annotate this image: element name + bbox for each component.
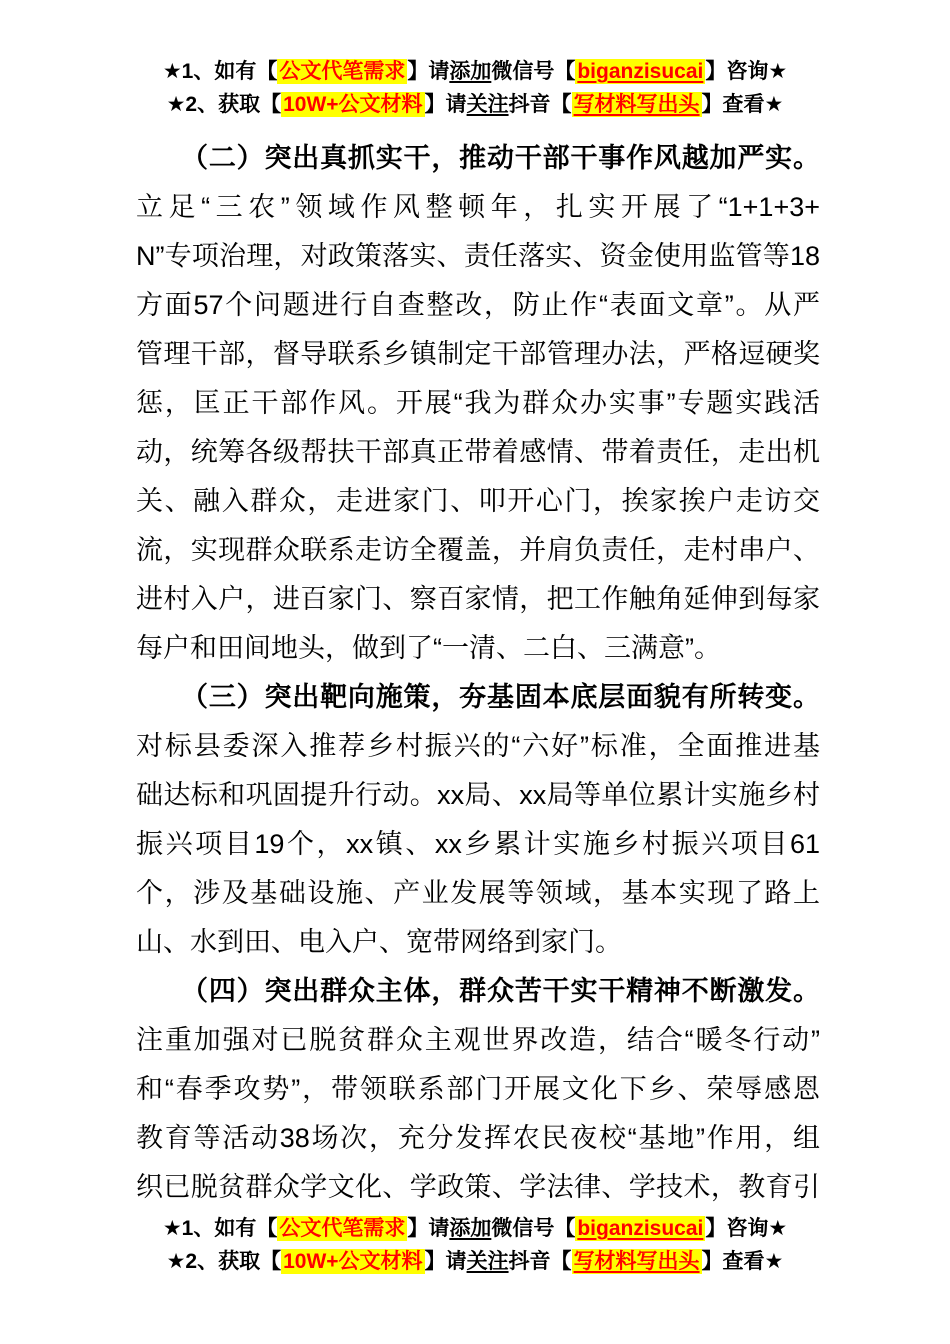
promo-text: 】请 [407,1217,450,1240]
paragraph-section-4 [136,967,820,1212]
text-line: 管理干部，督导联系乡镇制定干部管理办法，严格逗硬奖 [136,339,820,369]
promo-text: 】查看★ [701,93,784,116]
promo-douyin-id: 写材料写出头 [573,93,700,116]
promo-text: 】查看★ [701,1250,784,1273]
promo-footer [0,1212,950,1278]
promo-douyin-id: 写材料写出头 [573,1250,700,1273]
promo-underline-follow: 关注 [466,1250,509,1273]
text-line: 流，实现群众联系走访全覆盖，并肩负责任，走村串户、 [136,535,820,565]
promo-header-line-2 [0,88,950,121]
text-line: 注重加强对已脱贫群众主观世界改造，结合“暖冬行动” [136,1025,820,1055]
text-line: 立足“三农”领域作风整顿年，扎实开展了“1+1+3+ [136,192,820,222]
text-line: 进村入户，进百家门、察百家情，把工作触角延伸到每家 [136,584,820,614]
promo-footer-line-2 [0,1245,950,1278]
text-line: 关、融入群众，走进家门、叩开心门，挨家挨户走访交 [136,486,820,516]
promo-wechat-id: biganzisucai [577,60,704,83]
promo-text: 微信号【 [491,1217,576,1240]
text-line: 础达标和巩固提升行动。xx局、xx局等单位累计实施乡村 [136,780,820,810]
promo-underline-add: 添加 [449,60,492,83]
promo-text: ★1、如有【 [162,60,278,83]
promo-highlight-service: 公文代笔需求 [279,60,406,83]
promo-text: 】请 [424,93,467,116]
promo-text: 】咨询★ [705,1217,788,1240]
promo-underline-follow: 关注 [466,93,509,116]
promo-highlight-service: 公文代笔需求 [279,1217,406,1240]
promo-text: ★2、获取【 [166,93,282,116]
text-line: （二）突出真抓实干，推动干部干事作风越加严实。 [181,143,820,173]
document-body [136,134,820,1212]
text-line: 对标县委深入推荐乡村振兴的“六好”标准，全面推进基 [136,731,820,761]
text-line: 和“春季攻势”，带领联系部门开展文化下乡、荣辱感恩 [136,1074,820,1104]
promo-text: 抖音【 [508,93,572,116]
promo-text: 】咨询★ [705,60,788,83]
text-line: 织已脱贫群众学文化、学政策、学法律、学技术，教育引 [136,1172,820,1202]
paragraph-section-2 [136,134,820,673]
promo-text: 】请 [424,1250,467,1273]
promo-header-line-1 [0,55,950,88]
promo-wechat-id: biganzisucai [577,1217,704,1240]
text-line: （四）突出群众主体，群众苦干实干精神不断激发。 [181,976,820,1006]
promo-text: 】请 [407,60,450,83]
text-line: 山、水到田、电入户、宽带网络到家门。 [136,927,622,957]
text-line: 方面57个问题进行自查整改，防止作“表面文章”。从严 [136,290,820,320]
text-line: （三）突出靶向施策，夯基固本底层面貌有所转变。 [181,682,820,712]
promo-text: 抖音【 [508,1250,572,1273]
promo-highlight-materials: 10W+公文材料 [283,1250,423,1273]
promo-header [0,55,950,121]
text-line: 教育等活动38场次，充分发挥农民夜校“基地”作用，组 [136,1123,820,1153]
text-line: 惩，匡正干部作风。开展“我为群众办实事”专题实践活 [136,388,820,418]
promo-footer-line-1 [0,1212,950,1245]
promo-text: ★1、如有【 [162,1217,278,1240]
text-line: 动，统筹各级帮扶干部真正带着感情、带着责任，走出机 [136,437,820,467]
promo-underline-add: 添加 [449,1217,492,1240]
text-line: N”专项治理，对政策落实、责任落实、资金使用监管等18 [136,241,820,271]
text-line: 个，涉及基础设施、产业发展等领域，基本实现了路上 [136,878,820,908]
promo-text: 微信号【 [491,60,576,83]
paragraph-section-3 [136,673,820,967]
promo-text: ★2、获取【 [166,1250,282,1273]
text-line: 振兴项目19个，xx镇、xx乡累计实施乡村振兴项目61 [136,829,820,859]
promo-highlight-materials: 10W+公文材料 [283,93,423,116]
text-line: 每户和田间地头，做到了“一清、二白、三满意”。 [136,633,721,663]
